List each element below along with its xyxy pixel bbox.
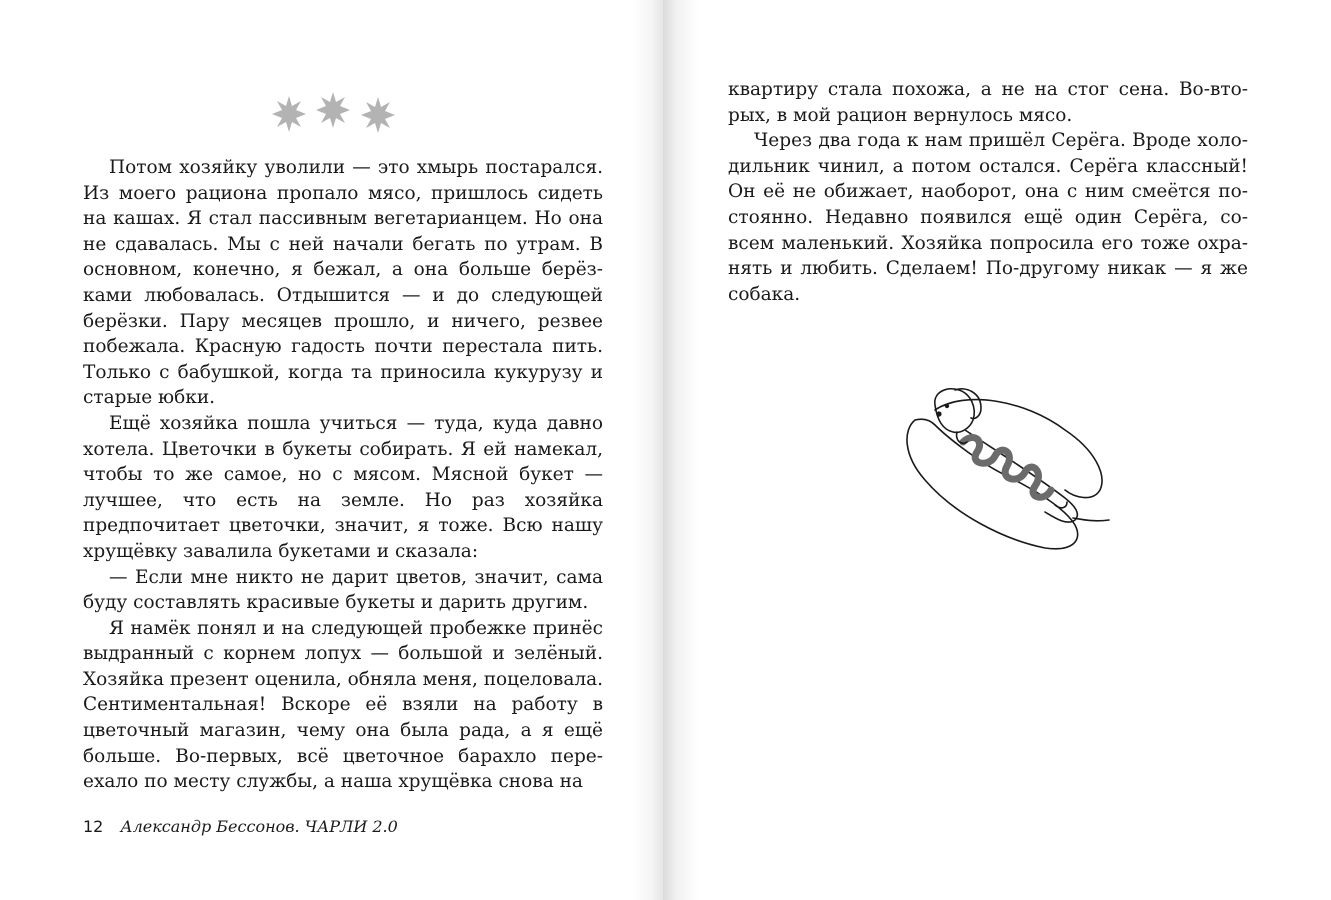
bun-front bbox=[907, 419, 1078, 549]
dog-head bbox=[935, 389, 974, 433]
left-page-body bbox=[83, 155, 603, 795]
page-number: 12 bbox=[83, 817, 104, 836]
mustard-squiggle bbox=[963, 437, 1051, 497]
gutter-shadow bbox=[633, 0, 663, 900]
page-footer bbox=[83, 816, 398, 838]
paragraph-continued: квартиру стала похожа, а не на стог сена. Во-вторых, в мой рацион вернулось мясо. bbox=[728, 79, 1248, 126]
stars-ornament bbox=[270, 92, 400, 136]
dog-paw bbox=[1055, 502, 1067, 508]
right-page-body bbox=[728, 77, 1248, 307]
gutter-shadow bbox=[663, 0, 699, 900]
paragraph: Потом хозяйку уволили — это хмырь постарался. Из моего рациона пропало мясо, пришлось сидеть на кашах. Я стал пассивным вегетарианцем. Но она не сдавалась. Мы с ней начали бегать по утрам. В основном, конечно, я бежал, а она больше берёзками любовалась. Отдышится — и до следующей берёзки. Пару месяцев прошло, и ничего, резвее побежала. Красную гадость почти перестала пить. Только с бабушкой, когда та приносила кукурузу и старые юбки. bbox=[83, 157, 603, 409]
star-icon bbox=[316, 92, 350, 128]
bun-back bbox=[935, 400, 1102, 498]
left-page bbox=[0, 0, 663, 900]
dog-eye bbox=[946, 405, 949, 408]
star-icon bbox=[272, 96, 306, 132]
dog-nose bbox=[937, 412, 941, 416]
dog-in-hotdog-illustration bbox=[895, 380, 1125, 560]
paragraph: Ещё хозяйка пошла учиться — туда, куда давно хотела. Цветочки в букеты собирать. Я ей намекал, чтобы то же самое, но с мясом. Мясной букет — лучшее, что есть на земле. Но раз хозяйка предпочитает цветочки, значит, я тоже. Всю нашу хрущёвку завалила букетами и сказала: bbox=[83, 412, 603, 562]
paragraph: Я намёк понял и на следующей пробежке принёс выдранный с корнем лопух — большой и зелёный. Хозяйка презент оценила, обняла меня, поцеловала. Сентиментальная! Вскоре её взяли на работу в цветочный магазин, чему она была рада, а я ещё больше. Во-первых, всё цветочное барахло переехало по месту службы, а наша хрущёвка снова на bbox=[83, 617, 604, 793]
star-icon bbox=[361, 97, 395, 133]
running-head: Александр Бессонов. ЧАРЛИ 2.0 bbox=[120, 817, 398, 836]
paragraph: Через два года к нам пришёл Серёга. Вроде холодильник чинил, а потом остался. Серёга классный! Он её не обижает, наоборот, она с ним смеётся постоянно. Недавно появился ещё один Серёга, совсем маленький. Хозяйка попросила его тоже охранять и любить. Сделаем! По-другому никак — я же собака. bbox=[728, 130, 1248, 305]
dialogue-paragraph: — Если мне никто не дарит цветов, значит, сама буду составлять красивые букеты и дарить другим. bbox=[83, 566, 603, 614]
dog-ear bbox=[955, 389, 981, 419]
dog-tail bbox=[1073, 518, 1109, 521]
right-page bbox=[663, 0, 1331, 900]
